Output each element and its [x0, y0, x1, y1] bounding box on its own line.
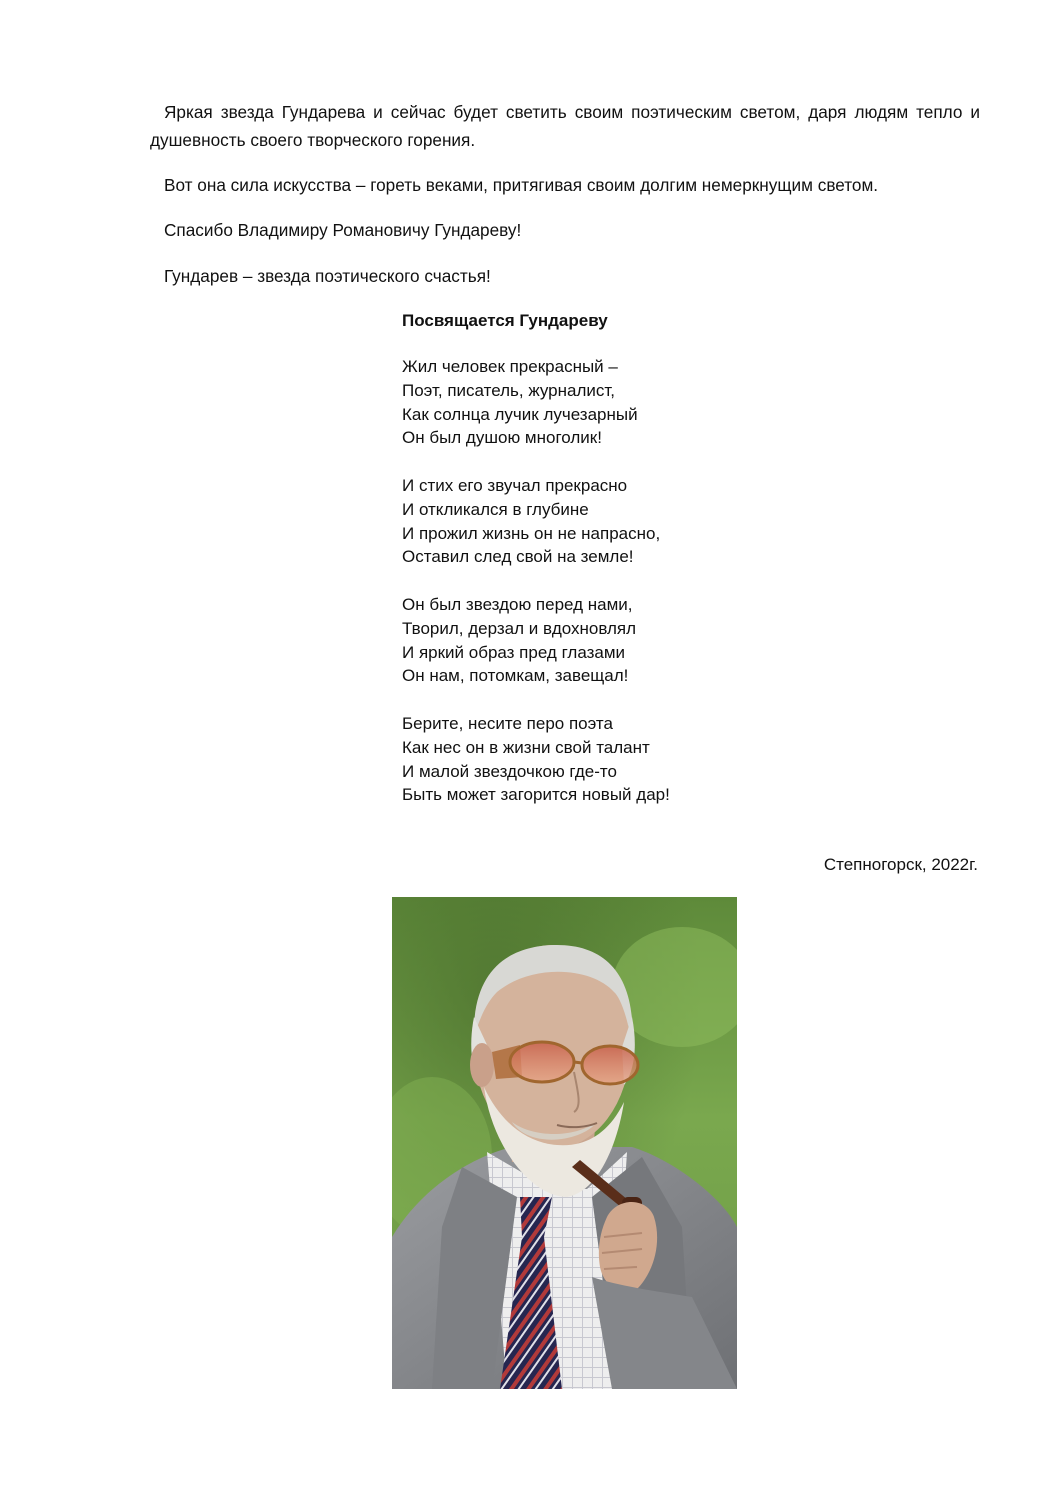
poem-title: Посвящается Гундареву — [402, 311, 608, 330]
poem-line: Оставил след свой на земле! — [402, 547, 634, 567]
poem-line: Творил, дерзал и вдохновлял — [402, 618, 637, 638]
poem-line: И яркий образ пред глазами — [402, 642, 626, 662]
intro-paragraph-2 — [150, 171, 980, 199]
poem-stanza-1 — [402, 355, 638, 450]
intro-paragraph-3-text: Спасибо Владимиру Романовичу Гундареву! — [164, 220, 522, 240]
poem-stanza-3 — [402, 593, 636, 688]
portrait-photo — [392, 897, 737, 1389]
intro-paragraph-4-text: Гундарев – звезда поэтического счастья! — [164, 266, 491, 286]
poem-line: Быть может загорится новый дар! — [402, 785, 670, 805]
intro-paragraph-2-text: Вот она сила искусства – гореть веками, притягивая своим долгим немеркнущим светом. — [164, 175, 879, 195]
poem-line: И стих его звучал прекрасно — [402, 476, 628, 495]
poem-line: И прожил жизнь он не напрасно, — [402, 523, 661, 543]
poem-line: Жил человек прекрасный – — [402, 357, 618, 376]
poem-line: Как солнца лучик лучезарный — [402, 404, 638, 424]
intro-paragraph-3 — [150, 216, 980, 244]
poem-line: Берите, несите перо поэта — [402, 714, 613, 733]
poem-line: Он был душою многолик! — [402, 428, 602, 448]
poem-line: Поэт, писатель, журналист, — [402, 380, 616, 400]
poem-line: И откликался в глубине — [402, 499, 589, 519]
place-date-signature: Степногорск, 2022г. — [823, 855, 978, 874]
poem-line: Он нам, потомкам, завещал! — [402, 666, 629, 686]
poem-stanza-4 — [402, 712, 670, 807]
poem-stanza-2 — [402, 474, 660, 569]
intro-paragraph-4 — [150, 262, 980, 290]
poem-line: И малой звездочкою где-то — [402, 761, 617, 781]
intro-paragraph-1-text: Яркая звезда Гундарева и сейчас будет светить своим поэтическим светом, даря людям тепло и душевность своего творческого горения. — [150, 102, 980, 150]
intro-paragraph-1 — [150, 98, 980, 154]
poem-line: Как нес он в жизни свой талант — [402, 737, 650, 757]
poem-line: Он был звездою перед нами, — [402, 595, 633, 614]
